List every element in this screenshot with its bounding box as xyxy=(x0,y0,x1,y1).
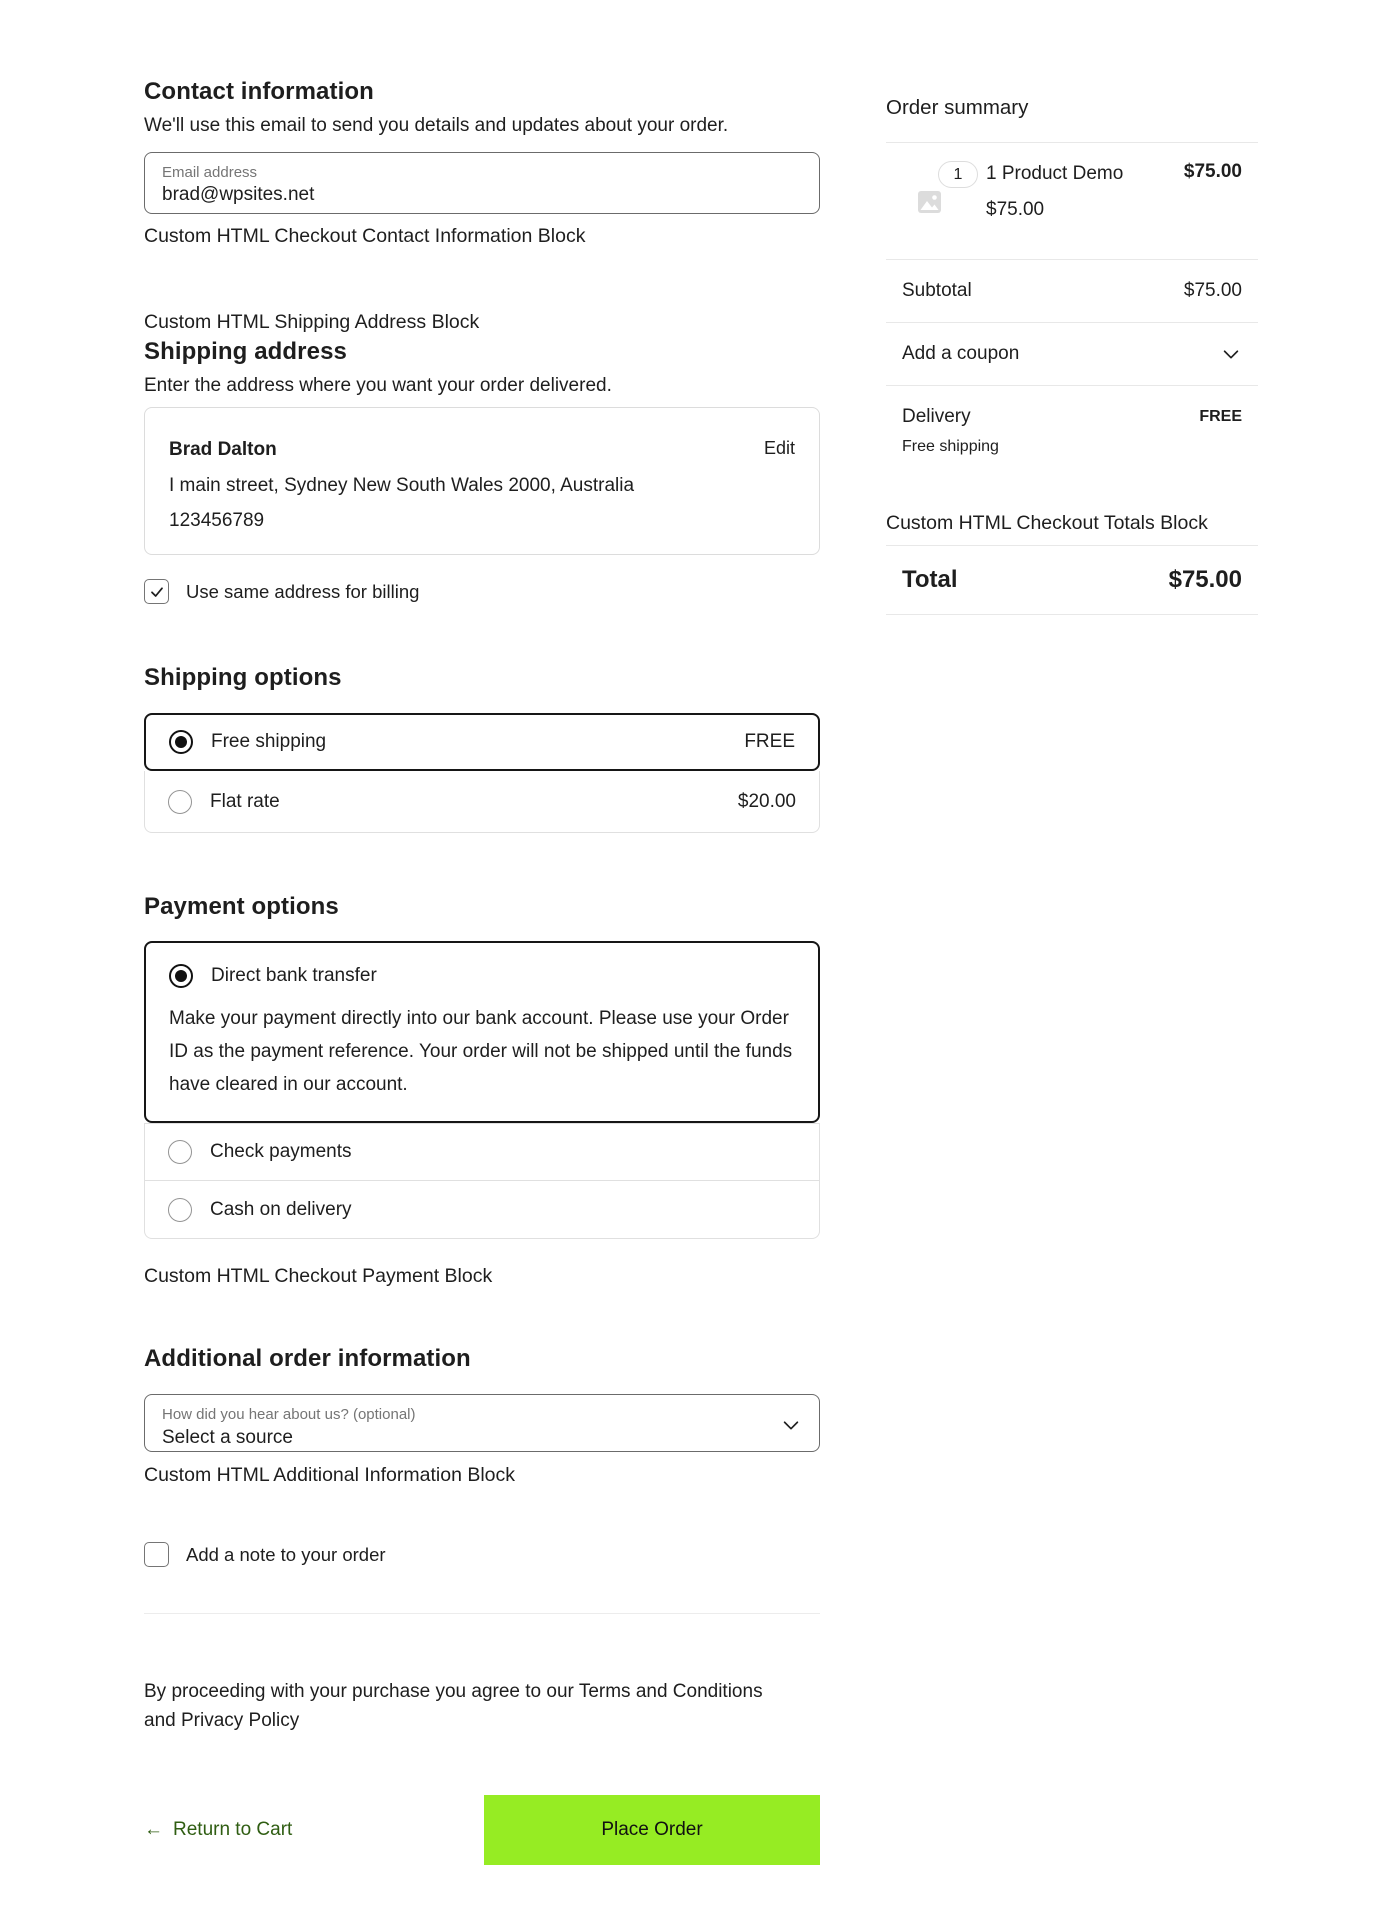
order-summary-column xyxy=(886,0,1258,1865)
order-note-checkbox-row[interactable] xyxy=(144,1542,820,1567)
section-divider xyxy=(144,1613,820,1614)
payment-option-label: Check payments xyxy=(210,1141,352,1162)
payment-option-cash-on-delivery[interactable] xyxy=(144,1181,820,1239)
shipping-phone: 123456789 xyxy=(169,510,265,531)
order-note-checkbox[interactable] xyxy=(144,1542,169,1567)
radio-unselected-icon[interactable] xyxy=(168,1198,192,1222)
billing-same-address-label: Use same address for billing xyxy=(186,580,420,602)
radio-selected-icon[interactable] xyxy=(169,964,193,988)
payment-options-heading: Payment options xyxy=(144,893,339,920)
shipping-option-price: FREE xyxy=(744,731,795,752)
contact-custom-html-note: Custom HTML Checkout Contact Information Block xyxy=(144,225,586,247)
delivery-method: Free shipping xyxy=(902,438,999,455)
email-field-label: Email address xyxy=(162,164,258,181)
hear-about-us-select-label: How did you hear about us? (optional) xyxy=(162,1406,416,1423)
totals-custom-html-note: Custom HTML Checkout Totals Block xyxy=(886,512,1208,534)
hear-about-us-select-value: Select a source xyxy=(162,1427,293,1448)
checkout-actions xyxy=(144,1795,820,1865)
shipping-options-list xyxy=(144,713,820,833)
payment-option-direct-bank-transfer[interactable] xyxy=(144,941,820,1123)
subtotal-row xyxy=(886,260,1258,322)
contact-information-heading: Contact information xyxy=(144,78,374,105)
shipping-address-heading: Shipping address xyxy=(144,338,347,365)
terms-paragraph xyxy=(144,1677,794,1735)
delivery-label: Delivery xyxy=(902,406,971,427)
order-summary-heading: Order summary xyxy=(886,96,1029,119)
place-order-button[interactable]: Place Order xyxy=(484,1795,820,1865)
radio-selected-icon[interactable] xyxy=(169,730,193,754)
terms-text: and xyxy=(144,1710,181,1731)
total-label: Total xyxy=(902,566,958,593)
contact-information-description: We'll use this email to send you details and updates about your order. xyxy=(144,115,729,136)
billing-same-address-checkbox-row[interactable] xyxy=(144,579,820,604)
privacy-policy-link[interactable]: Privacy Policy xyxy=(180,1710,300,1731)
image-placeholder-icon xyxy=(918,191,941,213)
subtotal-label: Subtotal xyxy=(902,280,972,301)
divider xyxy=(886,614,1258,615)
return-to-cart-label: Return to Cart xyxy=(173,1819,293,1840)
checkmark-icon xyxy=(149,584,165,600)
return-to-cart-link[interactable] xyxy=(144,1819,292,1841)
delivery-row xyxy=(886,386,1258,484)
left-arrow-icon: ← xyxy=(144,1819,163,1840)
payment-options-list xyxy=(144,941,820,1239)
radio-unselected-icon[interactable] xyxy=(168,790,192,814)
total-row xyxy=(886,546,1258,614)
terms-and-conditions-link[interactable]: Terms and Conditions xyxy=(578,1681,763,1702)
product-info xyxy=(978,161,1184,223)
terms-text: By proceeding with your purchase you agree to our xyxy=(144,1681,579,1702)
shipping-custom-html-note: Custom HTML Shipping Address Block xyxy=(144,311,480,333)
email-field[interactable] xyxy=(144,152,820,214)
payment-option-description: Make your payment directly into our bank account. Please use your Order ID as the payment reference. Your order will not be shipped until the funds have cleared in our account. xyxy=(169,1008,793,1095)
delivery-value: FREE xyxy=(1199,408,1242,425)
subtotal-value: $75.00 xyxy=(1183,280,1242,301)
shipping-option-free-shipping[interactable] xyxy=(144,713,820,771)
hear-about-us-select[interactable] xyxy=(144,1394,820,1452)
shipping-address-description: Enter the address where you want your order delivered. xyxy=(144,375,612,396)
payment-option-header xyxy=(169,964,795,988)
order-note-label: Add a note to your order xyxy=(186,1543,386,1565)
additional-order-information-heading: Additional order information xyxy=(144,1345,471,1372)
shipping-address-card xyxy=(144,407,820,555)
radio-unselected-icon[interactable] xyxy=(168,1140,192,1164)
checkout-form-column xyxy=(144,0,820,1865)
total-value: $75.00 xyxy=(1168,566,1242,593)
product-total-price: $75.00 xyxy=(1183,161,1242,182)
product-unit-price: $75.00 xyxy=(986,199,1045,220)
order-item-row xyxy=(886,143,1258,259)
shipping-name: Brad Dalton xyxy=(169,439,277,460)
payment-custom-html-note: Custom HTML Checkout Payment Block xyxy=(144,1265,493,1287)
shipping-address-line: I main street, Sydney New South Wales 2000, Australia xyxy=(169,475,635,496)
email-input[interactable] xyxy=(162,181,802,206)
shipping-option-flat-rate[interactable] xyxy=(144,771,820,833)
shipping-options-heading: Shipping options xyxy=(144,664,342,691)
edit-address-button[interactable]: Edit xyxy=(763,438,795,458)
add-coupon-label: Add a coupon xyxy=(902,343,1020,364)
shipping-option-label: Flat rate xyxy=(210,790,280,812)
payment-option-label: Cash on delivery xyxy=(210,1198,352,1220)
chevron-down-icon xyxy=(1220,343,1242,365)
shipping-option-price: $20.00 xyxy=(737,790,796,812)
billing-same-address-checkbox[interactable] xyxy=(144,579,169,604)
quantity-badge: 1 xyxy=(938,161,978,188)
product-thumbnail xyxy=(902,161,978,213)
chevron-down-icon xyxy=(780,1414,802,1436)
payment-option-label: Direct bank transfer xyxy=(211,965,377,986)
product-name: 1 Product Demo xyxy=(986,163,1124,184)
payment-option-check-payments[interactable] xyxy=(144,1123,820,1181)
add-coupon-button[interactable] xyxy=(886,323,1258,385)
shipping-option-label: Free shipping xyxy=(211,731,327,752)
additional-custom-html-note: Custom HTML Additional Information Block xyxy=(144,1464,516,1486)
